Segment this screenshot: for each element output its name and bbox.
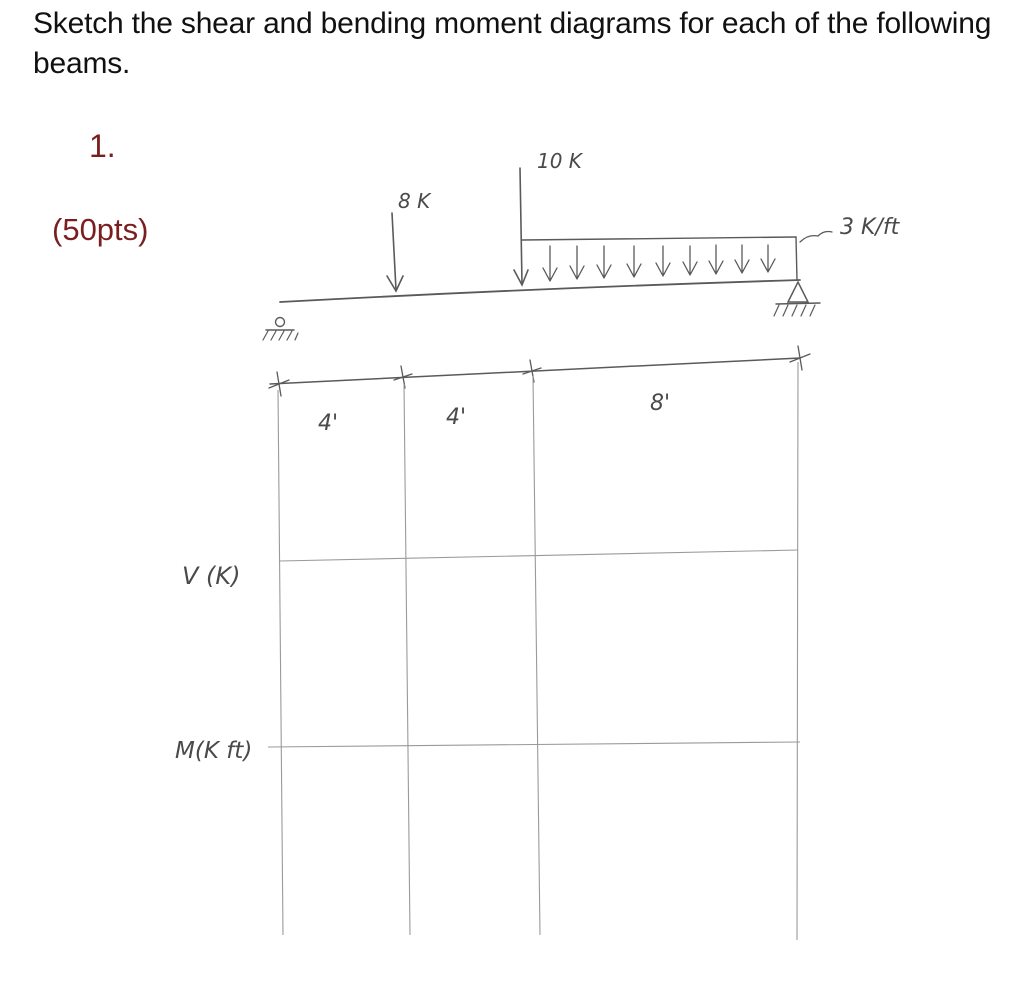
point-load-label-8k: 8 K <box>398 189 431 213</box>
roller-support <box>263 318 298 341</box>
point-load-label-10k: 10 K <box>537 149 582 173</box>
problem-points: (50pts) <box>52 212 149 247</box>
moment-baseline <box>268 742 800 747</box>
diagram-grid <box>278 362 798 940</box>
point-load-arrow-10k <box>514 168 528 285</box>
distributed-load <box>522 232 832 282</box>
span-label-3: 8' <box>650 391 671 416</box>
point-load-arrow-8k <box>387 213 403 291</box>
shear-baseline <box>280 550 798 561</box>
beam-line <box>280 280 800 302</box>
moment-axis-label: M(K ft) <box>175 738 253 764</box>
prompt-text: Sketch the shear and bending moment diagrams for each of the following beams. <box>33 7 992 80</box>
span-label-2: 4' <box>446 405 467 430</box>
problem-number: 1. <box>89 128 116 164</box>
shear-axis-label: V (K) <box>182 562 241 590</box>
dimension-line <box>269 346 810 396</box>
span-label-1: 4' <box>318 411 339 436</box>
distributed-load-label: 3 K/ft <box>840 215 900 240</box>
pin-support <box>774 282 820 316</box>
